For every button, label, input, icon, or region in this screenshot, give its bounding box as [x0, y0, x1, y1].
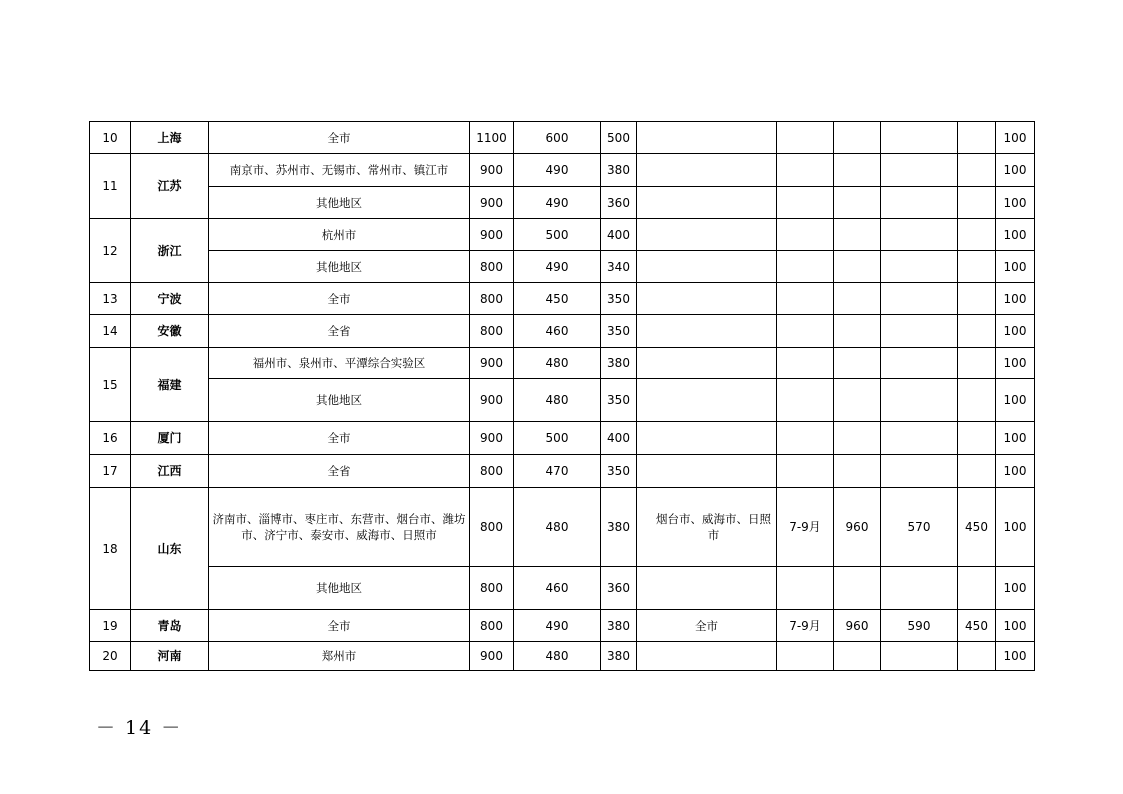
value-cell: 100: [996, 154, 1035, 187]
peak-value-cell: [881, 122, 958, 154]
peak-period-cell: [777, 422, 834, 455]
peak-value-cell: [881, 187, 958, 219]
peak-area-cell: [637, 154, 777, 187]
table-row: [90, 122, 1035, 154]
peak-area-cell: 全市: [637, 610, 777, 642]
province-name: 河南: [131, 642, 209, 671]
row-number: 18: [90, 488, 131, 610]
value-cell: 360: [601, 567, 637, 610]
value-cell: 490: [514, 251, 601, 283]
peak-period-cell: 7-9月: [777, 488, 834, 567]
area-cell: 其他地区: [209, 187, 470, 219]
row-number: 16: [90, 422, 131, 455]
peak-value-cell: [958, 348, 996, 379]
row-number: 15: [90, 348, 131, 422]
area-cell: 全市: [209, 422, 470, 455]
peak-value-cell: [881, 315, 958, 348]
value-cell: 900: [470, 187, 514, 219]
peak-area-cell: [637, 422, 777, 455]
peak-area-cell: [637, 187, 777, 219]
peak-period-cell: [777, 642, 834, 671]
peak-value-cell: [834, 154, 881, 187]
province-name: 宁波: [131, 283, 209, 315]
row-number: 11: [90, 154, 131, 219]
peak-period-cell: [777, 219, 834, 251]
value-cell: 400: [601, 422, 637, 455]
table-row: [90, 219, 1035, 251]
value-cell: 100: [996, 488, 1035, 567]
value-cell: 100: [996, 422, 1035, 455]
peak-area-cell: [637, 642, 777, 671]
peak-value-cell: 960: [834, 610, 881, 642]
value-cell: 100: [996, 251, 1035, 283]
table-row: [90, 348, 1035, 379]
value-cell: 380: [601, 348, 637, 379]
value-cell: 350: [601, 283, 637, 315]
value-cell: 900: [470, 379, 514, 422]
area-cell: 其他地区: [209, 379, 470, 422]
peak-value-cell: [834, 455, 881, 488]
peak-value-cell: [958, 283, 996, 315]
province-name: 上海: [131, 122, 209, 154]
peak-value-cell: [881, 422, 958, 455]
value-cell: 100: [996, 610, 1035, 642]
peak-period-cell: [777, 379, 834, 422]
area-cell: 全省: [209, 455, 470, 488]
row-number: 20: [90, 642, 131, 671]
peak-value-cell: [881, 642, 958, 671]
table-row: [90, 610, 1035, 642]
peak-value-cell: [958, 315, 996, 348]
peak-value-cell: [958, 567, 996, 610]
value-cell: 900: [470, 422, 514, 455]
value-cell: 800: [470, 283, 514, 315]
value-cell: 100: [996, 122, 1035, 154]
peak-period-cell: [777, 567, 834, 610]
peak-value-cell: [958, 122, 996, 154]
peak-period-cell: [777, 154, 834, 187]
province-name: 青岛: [131, 610, 209, 642]
peak-value-cell: 590: [881, 610, 958, 642]
peak-value-cell: [958, 187, 996, 219]
area-cell: 福州市、泉州市、平潭综合实验区: [209, 348, 470, 379]
value-cell: 900: [470, 348, 514, 379]
value-cell: 800: [470, 315, 514, 348]
peak-area-cell: [637, 283, 777, 315]
peak-period-cell: [777, 187, 834, 219]
value-cell: 800: [470, 455, 514, 488]
table-row: [90, 187, 1035, 219]
peak-value-cell: [958, 251, 996, 283]
peak-value-cell: [834, 219, 881, 251]
peak-value-cell: [881, 379, 958, 422]
value-cell: 1100: [470, 122, 514, 154]
value-cell: 100: [996, 348, 1035, 379]
area-cell: 郑州市: [209, 642, 470, 671]
peak-area-cell: [637, 315, 777, 348]
value-cell: 400: [601, 219, 637, 251]
area-cell: 其他地区: [209, 251, 470, 283]
peak-value-cell: [958, 379, 996, 422]
value-cell: 500: [514, 219, 601, 251]
area-cell: 杭州市: [209, 219, 470, 251]
value-cell: 600: [514, 122, 601, 154]
value-cell: 480: [514, 488, 601, 567]
peak-value-cell: 570: [881, 488, 958, 567]
area-cell: 全市: [209, 283, 470, 315]
value-cell: 350: [601, 379, 637, 422]
row-number: 10: [90, 122, 131, 154]
value-cell: 800: [470, 610, 514, 642]
value-cell: 490: [514, 610, 601, 642]
value-cell: 480: [514, 642, 601, 671]
peak-value-cell: [881, 251, 958, 283]
value-cell: 100: [996, 219, 1035, 251]
peak-value-cell: [958, 219, 996, 251]
value-cell: 490: [514, 187, 601, 219]
value-cell: 380: [601, 488, 637, 567]
peak-value-cell: [881, 219, 958, 251]
peak-value-cell: [958, 154, 996, 187]
table-row: [90, 642, 1035, 671]
value-cell: 100: [996, 283, 1035, 315]
province-name: 山东: [131, 488, 209, 610]
peak-value-cell: [834, 315, 881, 348]
peak-value-cell: [834, 379, 881, 422]
peak-value-cell: 450: [958, 488, 996, 567]
peak-value-cell: [834, 642, 881, 671]
peak-area-cell: [637, 122, 777, 154]
peak-period-cell: [777, 348, 834, 379]
value-cell: 380: [601, 610, 637, 642]
peak-value-cell: [958, 642, 996, 671]
table-row: [90, 379, 1035, 422]
peak-value-cell: [834, 422, 881, 455]
row-number: 13: [90, 283, 131, 315]
peak-value-cell: [958, 455, 996, 488]
row-number: 19: [90, 610, 131, 642]
value-cell: 900: [470, 154, 514, 187]
value-cell: 450: [514, 283, 601, 315]
page-number: － 14 －: [96, 717, 183, 739]
area-cell: 南京市、苏州市、无锡市、常州市、镇江市: [209, 154, 470, 187]
peak-area-cell: [637, 567, 777, 610]
value-cell: 100: [996, 567, 1035, 610]
row-number: 17: [90, 455, 131, 488]
peak-area-cell: [637, 251, 777, 283]
row-number: 14: [90, 315, 131, 348]
value-cell: 800: [470, 251, 514, 283]
value-cell: 900: [470, 642, 514, 671]
area-cell: 全市: [209, 610, 470, 642]
peak-value-cell: [958, 422, 996, 455]
peak-value-cell: [881, 455, 958, 488]
peak-area-cell: 烟台市、威海市、日照市: [637, 488, 777, 567]
area-cell: 济南市、淄博市、枣庄市、东营市、烟台市、潍坊市、济宁市、泰安市、威海市、日照市: [209, 488, 470, 567]
peak-period-cell: [777, 455, 834, 488]
area-cell: 其他地区: [209, 567, 470, 610]
table-row: [90, 455, 1035, 488]
peak-area-cell: [637, 219, 777, 251]
value-cell: 500: [601, 122, 637, 154]
peak-period-cell: 7-9月: [777, 610, 834, 642]
table-row: [90, 422, 1035, 455]
province-name: 福建: [131, 348, 209, 422]
value-cell: 100: [996, 187, 1035, 219]
area-cell: 全省: [209, 315, 470, 348]
value-cell: 380: [601, 642, 637, 671]
value-cell: 470: [514, 455, 601, 488]
value-cell: 500: [514, 422, 601, 455]
peak-period-cell: [777, 122, 834, 154]
value-cell: 360: [601, 187, 637, 219]
peak-value-cell: [881, 283, 958, 315]
province-name: 江西: [131, 455, 209, 488]
table-row: [90, 567, 1035, 610]
peak-value-cell: [881, 567, 958, 610]
province-name: 江苏: [131, 154, 209, 219]
peak-period-cell: [777, 251, 834, 283]
value-cell: 100: [996, 379, 1035, 422]
peak-value-cell: [834, 187, 881, 219]
value-cell: 340: [601, 251, 637, 283]
peak-area-cell: [637, 348, 777, 379]
peak-value-cell: 450: [958, 610, 996, 642]
value-cell: 900: [470, 219, 514, 251]
value-cell: 480: [514, 348, 601, 379]
peak-value-cell: [834, 122, 881, 154]
value-cell: 350: [601, 315, 637, 348]
table-row: [90, 283, 1035, 315]
table-row: [90, 154, 1035, 187]
peak-value-cell: [834, 283, 881, 315]
peak-value-cell: [834, 348, 881, 379]
peak-period-cell: [777, 315, 834, 348]
value-cell: 380: [601, 154, 637, 187]
value-cell: 350: [601, 455, 637, 488]
value-cell: 800: [470, 488, 514, 567]
value-cell: 100: [996, 455, 1035, 488]
province-name: 安徽: [131, 315, 209, 348]
province-name: 厦门: [131, 422, 209, 455]
standards-table: [89, 121, 1035, 671]
value-cell: 100: [996, 315, 1035, 348]
province-name: 浙江: [131, 219, 209, 283]
value-cell: 100: [996, 642, 1035, 671]
peak-value-cell: [834, 567, 881, 610]
peak-period-cell: [777, 283, 834, 315]
peak-value-cell: [881, 348, 958, 379]
value-cell: 800: [470, 567, 514, 610]
peak-value-cell: 960: [834, 488, 881, 567]
area-cell: 全市: [209, 122, 470, 154]
peak-value-cell: [834, 251, 881, 283]
peak-value-cell: [881, 154, 958, 187]
table-row: [90, 488, 1035, 567]
table-row: [90, 251, 1035, 283]
peak-area-cell: [637, 379, 777, 422]
value-cell: 490: [514, 154, 601, 187]
peak-area-cell: [637, 455, 777, 488]
value-cell: 480: [514, 379, 601, 422]
value-cell: 460: [514, 567, 601, 610]
table-row: [90, 315, 1035, 348]
row-number: 12: [90, 219, 131, 283]
value-cell: 460: [514, 315, 601, 348]
